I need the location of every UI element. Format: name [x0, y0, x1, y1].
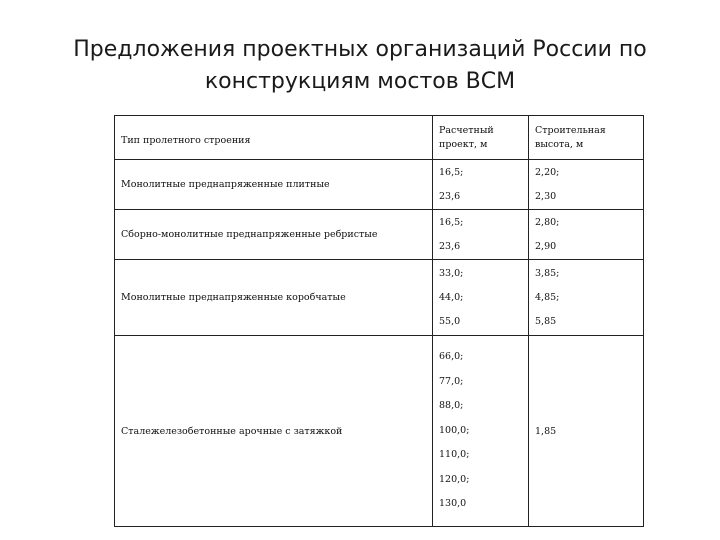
row-1-heights [529, 160, 644, 210]
span-value: 88,0; [439, 400, 464, 412]
slide-title-line-1: Предложения проектных организаций России по [73, 37, 647, 62]
row-2-heights [529, 210, 644, 260]
row-4-type: Сталежелезобетонные арочные с затяжкой [115, 336, 433, 527]
span-value: 120,0; [439, 473, 470, 485]
span-value: 16,5; [439, 216, 464, 228]
span-value: 55,0 [439, 315, 461, 327]
slide-title-line-2: конструкциям мостов ВСМ [204, 69, 516, 94]
span-value: 23,6 [439, 240, 461, 252]
span-value: 110,0; [439, 449, 470, 461]
span-value: 66,0; [439, 351, 464, 363]
height-value: 2,90 [535, 240, 557, 252]
row-3-spans [433, 260, 529, 336]
table-header-row [115, 116, 644, 160]
header-type: Тип пролетного строения [115, 116, 433, 160]
table-row [115, 260, 644, 336]
table-row [115, 336, 644, 527]
row-2-type: Сборно-монолитные преднапряженные ребристые [115, 210, 433, 260]
span-value: 44,0; [439, 291, 464, 303]
header-design-span: Расчетный проект, м [433, 116, 529, 160]
row-2-spans [433, 210, 529, 260]
span-value: 77,0; [439, 375, 464, 387]
span-value: 130,0 [439, 498, 467, 510]
row-4-height: 1,85 [529, 336, 644, 527]
height-value: 2,20; [535, 166, 560, 178]
table-row [115, 210, 644, 260]
height-value: 3,85; [535, 267, 560, 279]
row-1-spans [433, 160, 529, 210]
row-4-spans [433, 336, 529, 527]
row-3-type: Монолитные преднапряженные коробчатые [115, 260, 433, 336]
height-value: 4,85; [535, 291, 560, 303]
row-1-type: Монолитные преднапряженные плитные [115, 160, 433, 210]
span-value: 100,0; [439, 424, 470, 436]
span-value: 16,5; [439, 166, 464, 178]
height-value: 2,80; [535, 216, 560, 228]
row-3-heights [529, 260, 644, 336]
header-height: Строительная высота, м [529, 116, 644, 160]
span-value: 23,6 [439, 190, 461, 202]
height-value: 2,30 [535, 190, 557, 202]
bridge-structures-table [114, 115, 644, 527]
height-value: 5,85 [535, 315, 557, 327]
table-row [115, 160, 644, 210]
span-value: 33,0; [439, 267, 464, 279]
slide-title [0, 34, 720, 98]
